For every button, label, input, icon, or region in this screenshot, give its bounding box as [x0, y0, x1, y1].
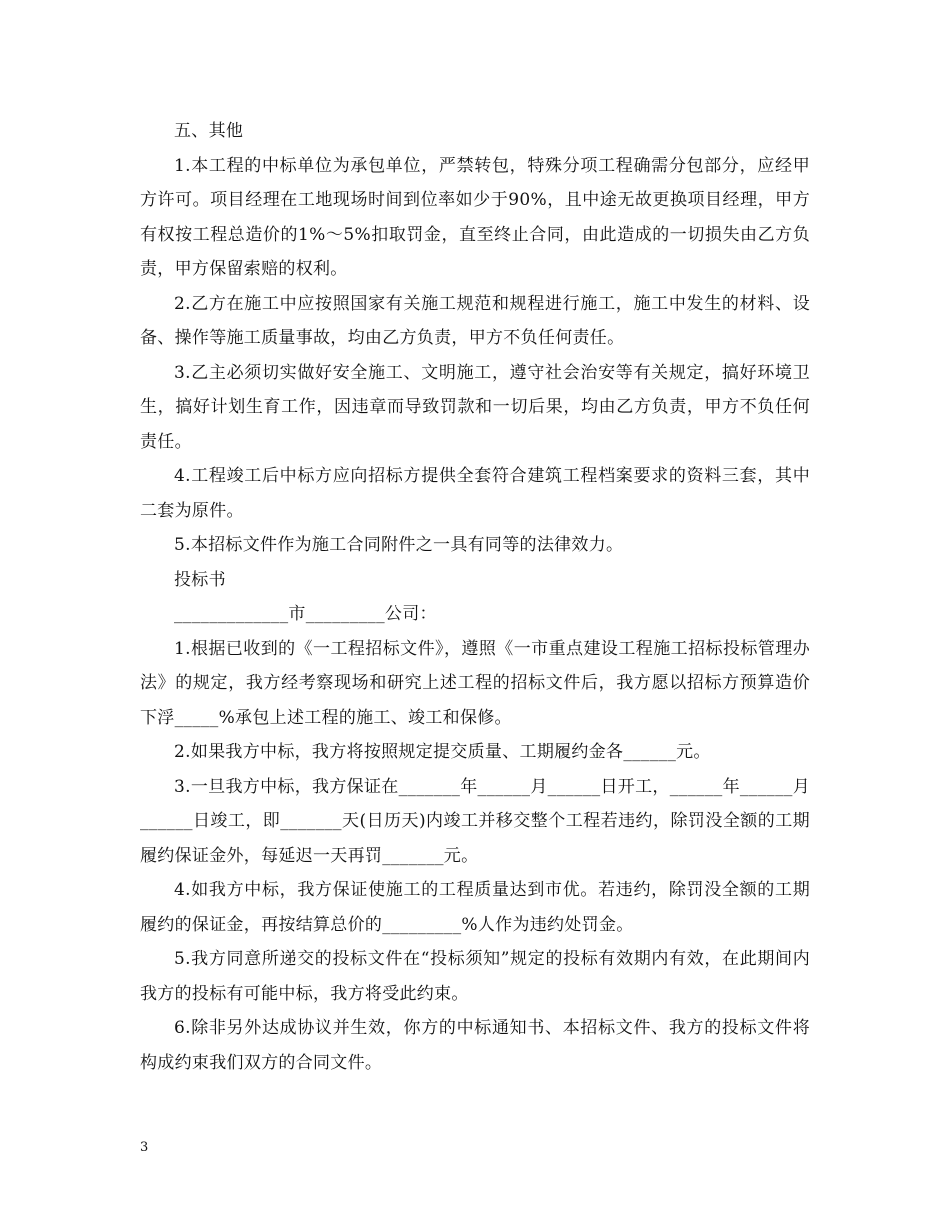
- others-item-1: 1.本工程的中标单位为承包单位，严禁转包，特殊分项工程确需分包部分，应经甲方许可。项目经理在工地现场时间到位率如少于90%，且中途无故更换项目经理，甲方有权按工程总造价的1%～5%扣取罚金，直至终止合同，由此造成的一切损失由乙方负责，甲方保留索赔的权利。: [140, 155, 810, 279]
- others-item-2: 2.乙方在施工中应按照国家有关施工规范和规程进行施工，施工中发生的材料、设备、操作等施工质量事故，均由乙方负责，甲方不负任何责任。: [140, 293, 810, 348]
- section-heading-others: 五、其他: [174, 121, 244, 141]
- others-item-4: 4.工程竣工后中标方应向招标方提供全套符合建筑工程档案要求的资料三套，其中二套为原件。: [140, 466, 810, 521]
- others-item-3: 3.乙主必须切实做好安全施工、文明施工，遵守社会治安等有关规定，搞好环境卫生，搞好计划生育工作，因违章而导致罚款和一切后果，均由乙方负责，甲方不负任何责任。: [140, 362, 810, 452]
- others-item-5: 5.本招标文件作为施工合同附件之一具有同等的法律效力。: [174, 535, 624, 555]
- bid-letter-addressee: _____________市_________公司：: [174, 604, 437, 624]
- bid-item-3: 3.一旦我方中标，我方保证在_______年______月______日开工，______年______月______日竣工，即_______天(日历天)内竣工并移交整个工程若违约，除罚没全额的工期履约保证金外，每延迟一天再罚_______元。: [140, 776, 810, 866]
- bid-item-1: 1.根据已收到的《一工程招标文件》，遵照《一市重点建设工程施工招标投标管理办法》的规定，我方经考察现场和研究上述工程的招标文件后，我方愿以招标方预算造价下浮_____%承包上述工程的施工、竣工和保修。: [140, 638, 810, 728]
- document-body: [140, 114, 810, 1080]
- bid-item-4: 4.如我方中标，我方保证使施工的工程质量达到市优。若违约，除罚没全额的工期履约的保证金，再按结算总价的_________%人作为违约处罚金。: [140, 880, 810, 935]
- page-number: 3: [140, 1140, 149, 1155]
- bid-letter-title: 投标书: [174, 569, 226, 590]
- bid-item-6: 6.除非另外达成协议并生效，你方的中标通知书、本招标文件、我方的投标文件将构成约束我们双方的合同文件。: [140, 1018, 810, 1073]
- bid-item-5: 5.我方同意所递交的投标文件在“投标须知”规定的投标有效期内有效，在此期间内我方的投标有可能中标，我方将受此约束。: [140, 949, 810, 1004]
- bid-item-2: 2.如果我方中标，我方将按照规定提交质量、工期履约金各______元。: [174, 742, 711, 762]
